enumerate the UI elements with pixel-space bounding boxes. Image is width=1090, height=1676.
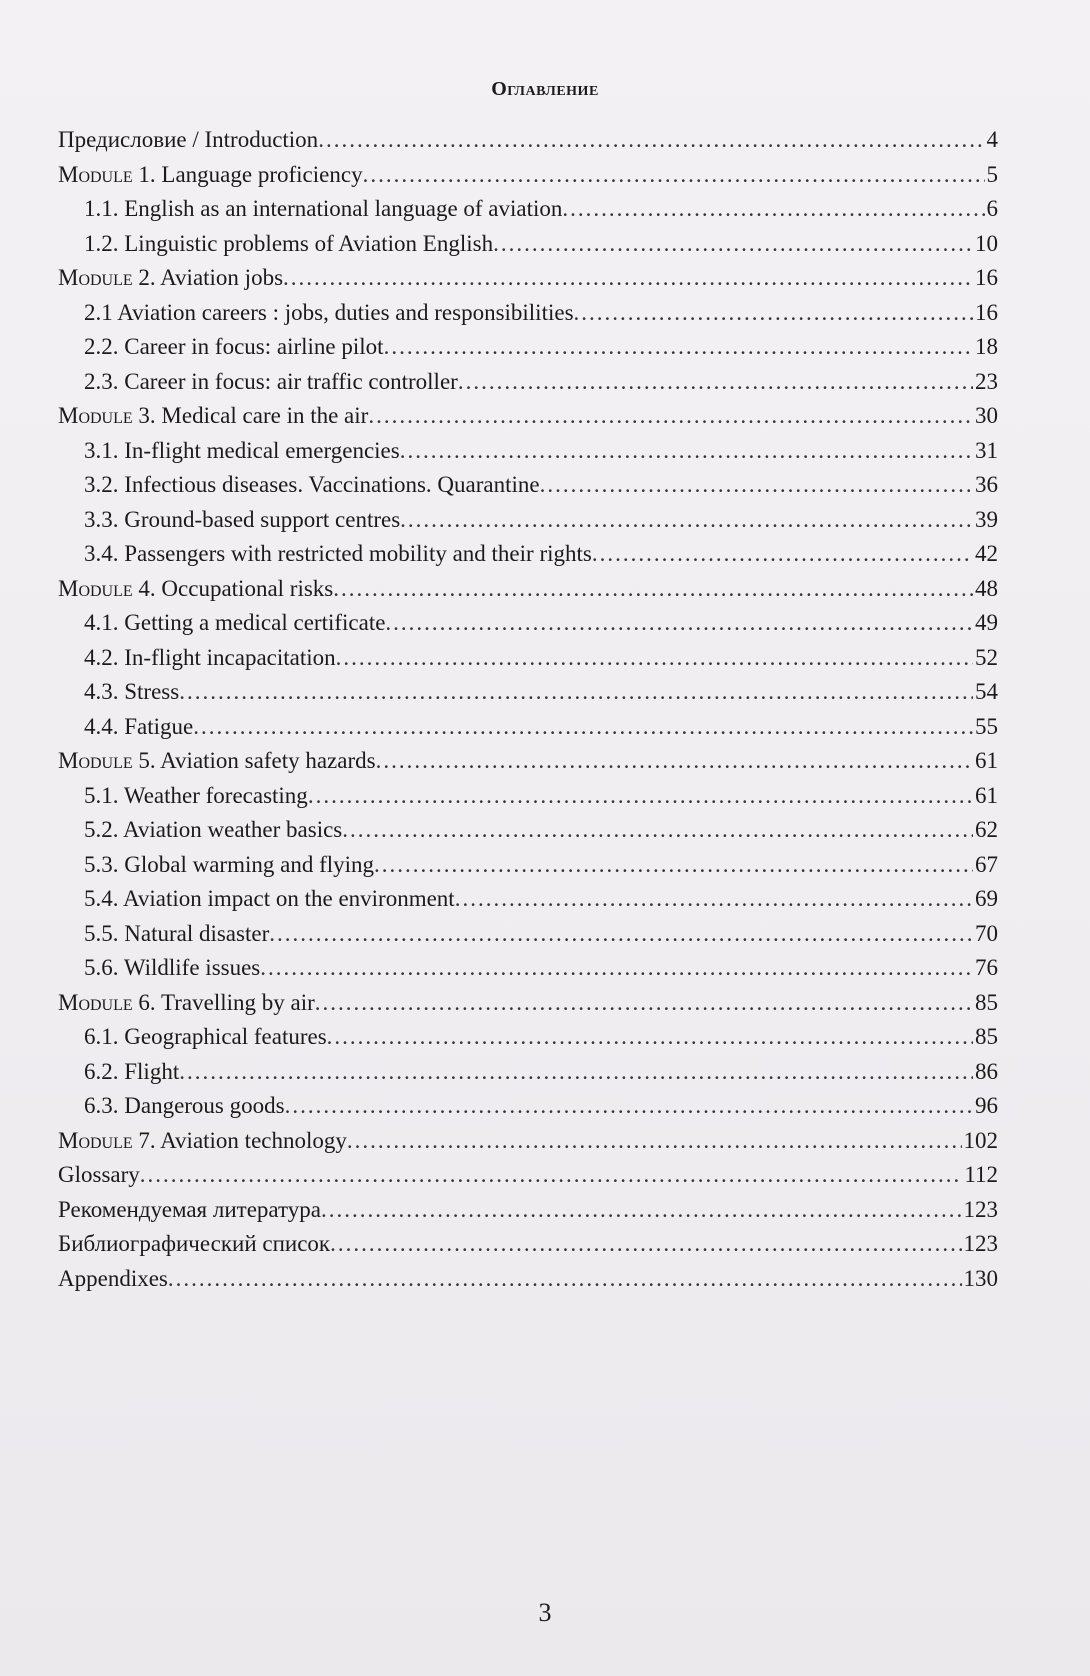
dot-leader: [285, 1089, 973, 1124]
module-label: Module: [58, 989, 133, 1015]
dot-leader: [363, 158, 985, 193]
dot-leader: [193, 710, 973, 745]
toc-entry-text: 5.6. Wildlife issues: [84, 955, 261, 980]
dot-leader: [308, 779, 973, 814]
toc-entry: [58, 1193, 998, 1228]
toc-entry: [58, 813, 998, 848]
toc-entry: [58, 710, 998, 745]
toc-entry-page: 4: [986, 127, 998, 152]
toc-entry-text: 4.1. Getting a medical certificate: [84, 610, 386, 635]
toc-entry-text: 6.3. Dangerous goods: [84, 1093, 285, 1118]
toc-entry-text: 2.3. Career in focus: air traffic controller: [84, 368, 458, 394]
toc-entry-page: 67: [975, 851, 998, 877]
dot-leader: [385, 606, 973, 641]
toc-entry-text: 3.2. Infectious diseases. Vaccinations. Quarantine: [84, 472, 540, 497]
toc-entry: [58, 503, 998, 538]
toc-entry: [58, 192, 998, 227]
toc-entry-text: 2.2. Career in focus: airline pilot: [84, 334, 384, 359]
page-number: 3: [538, 1598, 552, 1627]
toc-entry: [58, 675, 998, 710]
toc-entry: [58, 572, 998, 607]
toc-entry-title: [84, 951, 260, 986]
toc-entry-page: 70: [975, 920, 998, 946]
toc-entry-page: 85: [975, 1024, 998, 1049]
toc-entry-title: [84, 606, 385, 641]
toc-entry-title: [84, 1020, 327, 1055]
toc-entry-title: [58, 1227, 330, 1262]
toc-entry-page: 36: [975, 472, 998, 497]
toc-entry-text: Рекомендуемая литература: [58, 1196, 321, 1222]
toc-entry-title: [58, 1193, 321, 1228]
toc-entry-title: [84, 1089, 285, 1124]
toc-entry-text: 7. Aviation technology: [132, 1127, 347, 1153]
toc-entry-text: 5.1. Weather forecasting: [84, 782, 308, 808]
toc-entry-title: [84, 917, 269, 952]
toc-entry-text: Glossary: [58, 1162, 140, 1187]
toc-entry: [58, 986, 998, 1021]
toc-entry-page: 52: [975, 644, 998, 670]
toc-entry-page: 6: [986, 196, 998, 221]
toc-entry: [58, 158, 998, 193]
toc-entry-page: 18: [975, 334, 998, 359]
toc-entry-page: 102: [963, 1127, 998, 1153]
toc-entry: [58, 261, 998, 296]
module-label: Module: [58, 403, 133, 428]
toc-entry-text: 5.5. Natural disaster: [84, 920, 270, 946]
dot-leader: [327, 1020, 973, 1055]
toc-entry-title: [84, 468, 540, 503]
toc-entry-title: [84, 227, 493, 262]
toc-entry-page: 48: [975, 575, 998, 601]
toc-entry-title: [58, 123, 318, 158]
toc-entry-page: 30: [975, 403, 998, 428]
toc-entry-page: 61: [975, 748, 998, 773]
dot-leader: [374, 848, 973, 883]
dot-leader: [260, 951, 973, 986]
toc-entry: [58, 330, 998, 365]
dot-leader: [342, 813, 973, 848]
dot-leader: [336, 641, 973, 676]
toc-entry-text: 4.4. Fatigue: [84, 713, 194, 739]
toc-entry: [58, 296, 998, 331]
toc-entry-title: [58, 986, 315, 1021]
toc-entry-text: 2. Aviation jobs: [132, 265, 284, 290]
dot-leader: [368, 399, 973, 434]
dot-leader: [458, 365, 973, 400]
page-title: Оглавление: [491, 78, 599, 100]
toc-entry-title: [58, 744, 376, 779]
toc-entry: [58, 744, 998, 779]
toc-entry-page: 123: [963, 1231, 998, 1256]
toc-entry-text: 5.4. Aviation impact on the environment: [84, 886, 455, 911]
toc-entry-text: 6.2. Flight: [84, 1058, 180, 1084]
dot-leader: [179, 1055, 973, 1090]
toc-entry-page: 85: [975, 989, 998, 1015]
toc-entry-text: 2.1 Aviation careers : jobs, duties and responsibilities: [84, 299, 574, 325]
dot-leader: [540, 468, 973, 503]
dot-leader: [318, 123, 984, 158]
dot-leader: [321, 1193, 962, 1228]
module-label: Module: [58, 575, 133, 601]
toc-entry-text: 3.1. In-flight medical emergencies: [84, 437, 400, 463]
toc-entry: [58, 434, 998, 469]
toc-entry-text: 5. Aviation safety hazards: [132, 748, 376, 773]
toc-entry-title: [58, 1262, 168, 1297]
toc-entry: [58, 951, 998, 986]
dot-leader: [376, 744, 973, 779]
toc-entry-text: 3. Medical care in the air: [132, 403, 369, 428]
toc-entry: [58, 848, 998, 883]
toc-entry: [58, 399, 998, 434]
toc-entry: [58, 1227, 998, 1262]
toc-entry-title: [58, 1158, 140, 1193]
toc-entry-text: 4.2. In-flight incapacitation: [84, 644, 336, 670]
toc-entry-title: [84, 882, 455, 917]
toc-entry-page: 69: [975, 886, 998, 911]
toc-entry-title: [84, 365, 458, 400]
toc-entry-page: 42: [975, 541, 998, 566]
toc-entry-text: Библиографический список: [58, 1231, 331, 1256]
dot-leader: [140, 1158, 963, 1193]
toc-entry: [58, 779, 998, 814]
toc-entry: [58, 537, 998, 572]
toc-entry: [58, 1124, 998, 1159]
toc-entry-text: 1.1. English as an international language of aviation: [84, 196, 563, 221]
toc-entry-page: 39: [975, 506, 998, 532]
toc-entry: [58, 1262, 998, 1297]
toc-entry: [58, 882, 998, 917]
toc-entry-page: 16: [975, 265, 998, 290]
toc-entry-title: [84, 296, 574, 331]
toc-entry-title: [58, 399, 368, 434]
toc-entry-page: 96: [975, 1093, 998, 1118]
toc-entry-page: 76: [975, 955, 998, 980]
toc-entry-title: [58, 572, 333, 607]
dot-leader: [179, 675, 973, 710]
module-label: Module: [58, 748, 133, 773]
toc-entry-title: [58, 158, 363, 193]
dot-leader: [562, 192, 984, 227]
toc-entry-text: 5.3. Global warming and flying: [84, 851, 375, 877]
toc-entry-text: 1.2. Linguistic problems of Aviation English: [84, 230, 494, 256]
toc-entry-page: 61: [975, 782, 998, 808]
dot-leader: [315, 986, 973, 1021]
toc-entry-title: [58, 1124, 347, 1159]
toc-entry-page: 86: [975, 1058, 998, 1084]
toc-entry-text: 5.2. Aviation weather basics: [84, 817, 343, 842]
toc-entry-title: [84, 434, 400, 469]
toc-entry-title: [84, 848, 374, 883]
toc-entry-page: 16: [975, 299, 998, 325]
toc-entry-title: [84, 779, 308, 814]
dot-leader: [347, 1124, 962, 1159]
dot-leader: [333, 572, 973, 607]
toc-entry-text: 6.1. Geographical features: [84, 1024, 327, 1049]
toc-entry-page: 10: [975, 230, 998, 256]
toc-entry: [58, 917, 998, 952]
toc-entry-text: 3.4. Passengers with restricted mobility and their rights: [84, 541, 592, 566]
toc-entry: [58, 1089, 998, 1124]
toc-entry-page: 23: [975, 368, 998, 394]
dot-leader: [283, 261, 973, 296]
toc-entry: [58, 365, 998, 400]
dot-leader: [592, 537, 973, 572]
toc-entry-title: [84, 537, 592, 572]
toc-entry-text: 4. Occupational risks: [132, 575, 334, 601]
toc-entry-title: [84, 675, 179, 710]
module-label: Module: [58, 1127, 133, 1153]
toc-entry-page: 62: [975, 817, 998, 842]
toc-entry-text: 1. Language proficiency: [132, 161, 363, 187]
toc-entry-title: [84, 1055, 179, 1090]
dot-leader: [493, 227, 973, 262]
toc-entry-page: 5: [986, 161, 998, 187]
dot-leader: [330, 1227, 961, 1262]
toc-entry-title: [84, 641, 336, 676]
toc-entry: [58, 606, 998, 641]
toc-entry-page: 123: [963, 1196, 998, 1222]
dot-leader: [384, 330, 973, 365]
toc-entry: [58, 123, 998, 158]
toc-entry-title: [84, 503, 400, 538]
toc-entry-page: 31: [975, 437, 998, 463]
toc-entry-title: [84, 330, 384, 365]
dot-leader: [574, 296, 973, 331]
toc-entry-title: [84, 813, 342, 848]
dot-leader: [400, 503, 973, 538]
toc-entry-text: 3.3. Ground-based support centres: [84, 506, 401, 532]
toc-entry: [58, 468, 998, 503]
toc-entry-page: 55: [975, 713, 998, 739]
toc-entry-text: 4.3. Stress: [84, 679, 180, 704]
toc-entry: [58, 1055, 998, 1090]
toc-entry-text: 6. Travelling by air: [132, 989, 315, 1015]
toc-entry-page: 130: [963, 1265, 998, 1291]
toc-entry-title: [58, 261, 283, 296]
toc-entry: [58, 641, 998, 676]
module-label: Module: [58, 265, 133, 290]
table-of-contents: [58, 123, 998, 1296]
dot-leader: [168, 1262, 962, 1297]
dot-leader: [269, 917, 973, 952]
toc-entry-title: [84, 192, 562, 227]
toc-entry: [58, 227, 998, 262]
toc-entry-text: Предисловие / Introduction: [58, 127, 319, 152]
toc-entry-page: 112: [964, 1162, 998, 1187]
toc-entry-page: 54: [975, 679, 998, 704]
dot-leader: [455, 882, 973, 917]
dot-leader: [400, 434, 973, 469]
toc-entry-title: [84, 710, 193, 745]
toc-entry: [58, 1020, 998, 1055]
toc-entry-text: Appendixes: [58, 1265, 168, 1291]
module-label: Module: [58, 161, 133, 187]
toc-entry: [58, 1158, 998, 1193]
toc-entry-page: 49: [975, 610, 998, 635]
